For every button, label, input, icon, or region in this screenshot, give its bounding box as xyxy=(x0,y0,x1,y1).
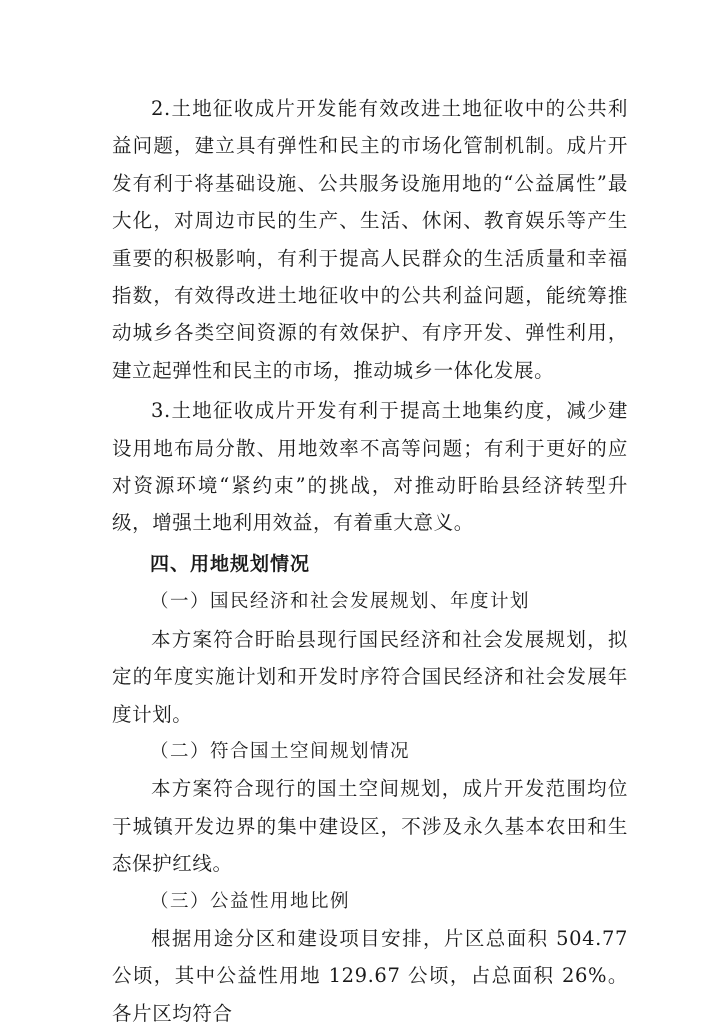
paragraph-point-3: 3.土地征收成片开发有利于提高土地集约度，减少建设用地布局分散、用地效率不高等问题；有利于更好的应对资源环境“紧约束”的挑战，对推动盱眙县经济转型升级，增强土地利用效益，有着重大意义。 xyxy=(112,399,628,535)
subheading-spatial-plan: （二）符合国土空间规划情况 xyxy=(150,740,411,762)
subheading-public-land-ratio: （三）公益性用地比例 xyxy=(150,890,351,912)
section-heading-land-use-planning: 四、用地规划情况 xyxy=(150,552,311,575)
paragraph-spatial-plan: 本方案符合现行的国土空间规划，成片开发范围均位于城镇开发边界的集中建设区，不涉及永久基本农田和生态保护红线。 xyxy=(112,777,628,876)
paragraph-economic-plan: 本方案符合盱眙县现行国民经济和社会发展规划，拟定的年度实施计划和开发时序符合国民经济和社会发展年度计划。 xyxy=(112,627,628,726)
subheading-economic-plan: （一）国民经济和社会发展规划、年度计划 xyxy=(150,591,531,613)
document-page xyxy=(112,90,628,1032)
paragraph-public-land-ratio: 根据用途分区和建设项目安排，片区总面积 504.77 公顷，其中公益性用地 129.67 公顷，占总面积 26%。各片区均符合 xyxy=(112,926,628,1025)
paragraph-point-2: 2.土地征收成片开发能有效改进土地征收中的公共利益问题，建立具有弹性和民主的市场化管制机制。成片开发有利于将基础设施、公共服务设施用地的“公益属性”最大化，对周边市民的生产、生活、休闲、教育娱乐等产生重要的积极影响，有利于提高人民群众的生活质量和幸福指数，有效得改进土地征收中的公共利益问题，能统筹推动城乡各类空间资源的有效保护、有序开发、弹性利用，建立起弹性和民主的市场，推动城乡一体化发展。 xyxy=(112,97,628,382)
